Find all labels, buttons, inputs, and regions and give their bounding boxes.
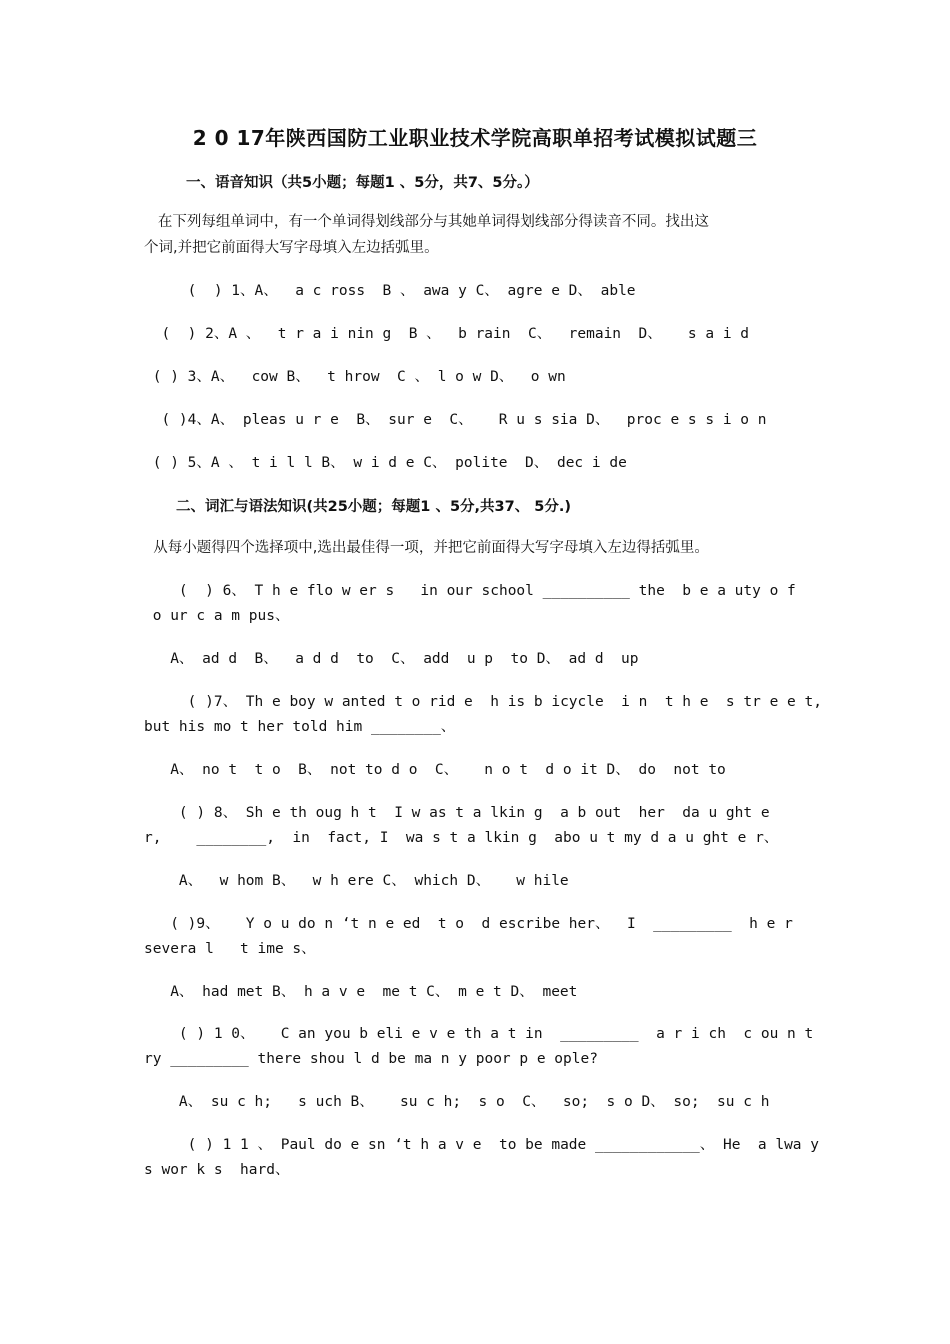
question-9-options: A、 had met B、 h a v e me t C、 m e t D、 meet (144, 984, 578, 1000)
question-9-line1: ( )9、 Y o u do n ‘t n e ed t o d escribe her、 I _________ h e r (144, 916, 793, 932)
question-7-options: A、 no t t o B、 not to d o C、 n o t d o it D、 do not to (144, 762, 726, 778)
section1-instructions-line2: 个词,并把它前面得大写字母填入左边括弧里。 (144, 240, 439, 256)
question-6-line1: ( ) 6、 T h e flo w er s in our school __________ the b e a uty o f (144, 583, 796, 599)
question-9-line2: severa l t ime s、 (144, 941, 316, 957)
question-8-options: A、 w hom B、 w h ere C、 which D、 w hile (144, 873, 569, 889)
question-3: ( ) 3、A、 cow B、 t hrow C 、 l o w D、 o wn (144, 369, 566, 385)
question-6-options: A、 ad d B、 a d d to C、 add u p to D、 ad d up (144, 651, 639, 667)
question-11-line2: s wor k s hard、 (144, 1162, 290, 1178)
question-10-line1: ( ) 1 0、 C an you b eli e v e th a t in _________ a r i ch c ou n t (144, 1026, 814, 1042)
question-7-line2: but his mo t her told him ________、 (144, 719, 456, 735)
question-10-line2: ry _________ there shou l d be ma n y poor p e ople? (144, 1051, 598, 1067)
question-1: ( ) 1、A、 a c ross B 、 awa y C、 agre e D、 able (144, 283, 636, 299)
question-8-line2: r, ________, in fact, I wa s t a lkin g abo u t my d a u ght e r、 (144, 830, 779, 846)
question-11-line1: ( ) 1 1 、 Paul do e sn ‘t h a v e to be made ____________、 He a lwa y (144, 1137, 820, 1153)
question-5: ( ) 5、A 、 t i l l B、 w i d e C、 polite D、 dec i de (144, 455, 627, 471)
question-6-line2: o ur c a m pus、 (144, 608, 290, 624)
question-8-line1: ( ) 8、 Sh e th oug h t I w as t a lkin g a b out her da u ght e (144, 805, 770, 821)
section2-heading: 二、词汇与语法知识(共25小题；每题1 、5分,共37、 5分.) (176, 499, 571, 515)
question-7-line1: ( )7、 Th e boy w anted t o rid e h is b icycle i n t h e s tr e e t, (144, 694, 822, 710)
question-4: ( )4、A、 pleas u r e B、 sur e C、 R u s sia D、 proc e s s i o n (144, 412, 767, 428)
section1-heading: 一、语音知识（共5小题；每题1 、5分，共7、5分。） (186, 175, 539, 191)
document-title: 2 0 17年陕西国防工业职业技术学院高职单招考试模拟试题三 (192, 126, 758, 150)
question-2: ( ) 2、A 、 t r a i nin g B 、 b rain C、 remain D、 s a i d (144, 326, 750, 342)
section2-instructions: 从每小题得四个选择项中,选出最佳得一项，并把它前面得大写字母填入左边得括弧里。 (144, 540, 709, 556)
section1-instructions-line1: 在下列每组单词中，有一个单词得划线部分与其她单词得划线部分得读音不同。找出这 (144, 214, 709, 230)
question-10-options: A、 su c h; s uch B、 su c h; s o C、 so; s o D、 so; su c h (144, 1094, 770, 1110)
